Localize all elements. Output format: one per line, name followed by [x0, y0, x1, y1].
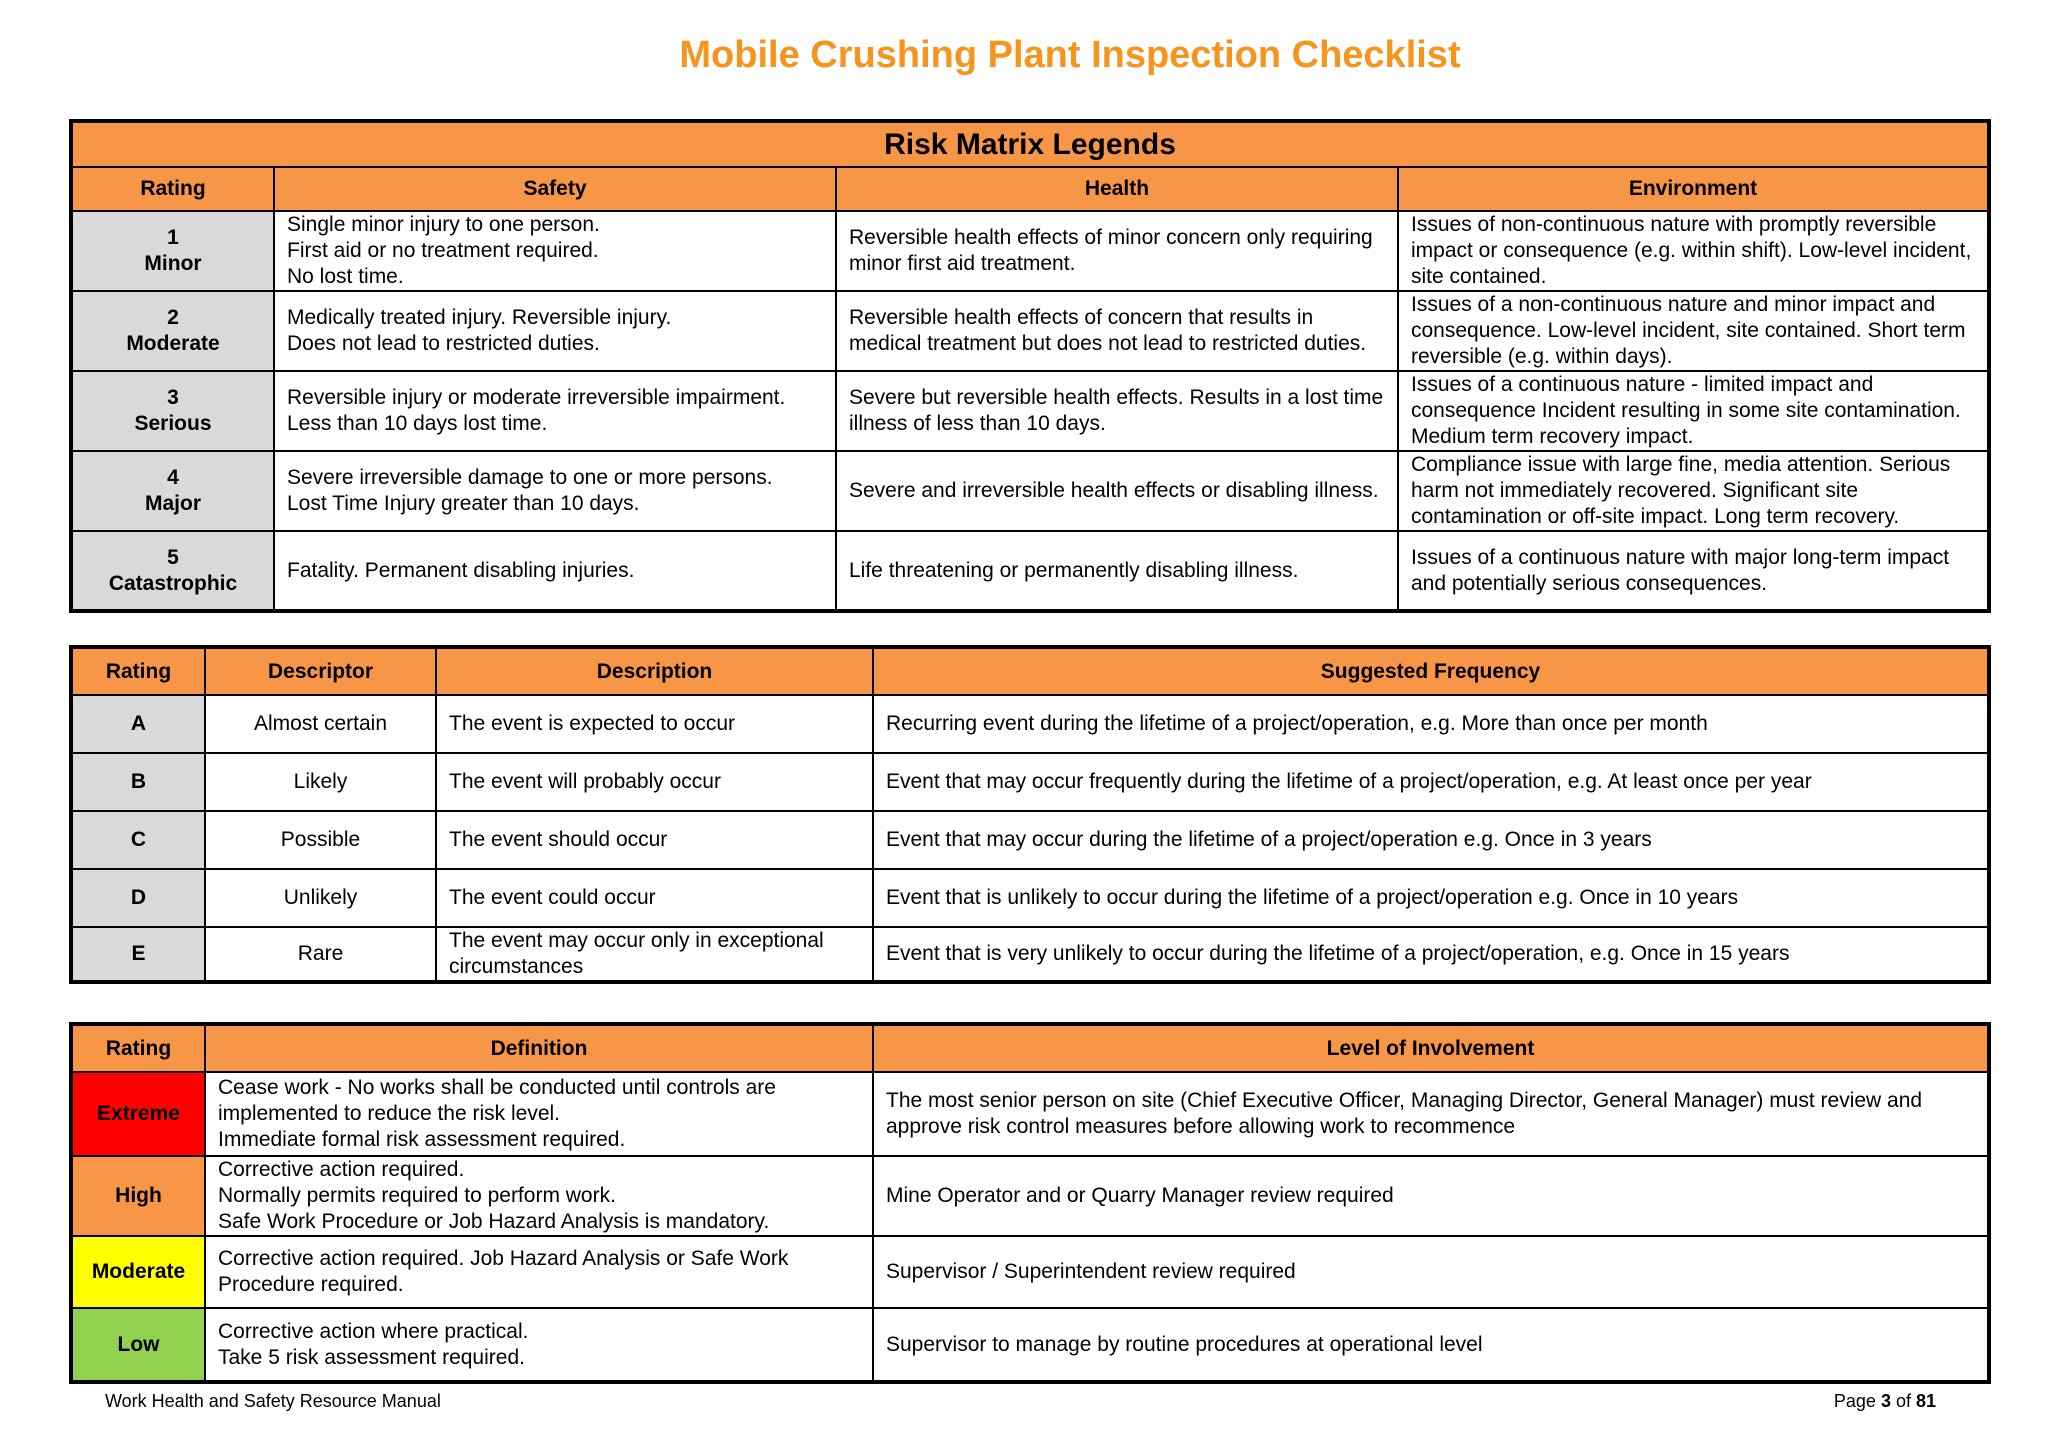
- rating-cell: C: [71, 811, 205, 869]
- involvement-cell: Mine Operator and or Quarry Manager review required: [873, 1156, 1989, 1236]
- header-suggested-frequency: Suggested Frequency: [873, 647, 1989, 695]
- safety-cell: Medically treated injury. Reversible injury. Does not lead to restricted duties.: [274, 291, 836, 371]
- likelihood-table: [69, 645, 1991, 984]
- environment-cell: Issues of a continuous nature with major long-term impact and potentially serious consequences.: [1398, 531, 1989, 611]
- frequency-cell: Event that may occur during the lifetime of a project/operation e.g. Once in 3 years: [873, 811, 1989, 869]
- footer-page-number: Page 3 of 81: [1833, 1391, 1936, 1411]
- risk-matrix-table: [69, 119, 1991, 613]
- descriptor-cell: Almost certain: [205, 695, 436, 753]
- health-cell: Reversible health effects of minor concern only requiring minor first aid treatment.: [836, 211, 1398, 291]
- header-safety: Safety: [274, 167, 836, 211]
- header-rating: Rating: [71, 647, 205, 695]
- descriptor-cell: Likely: [205, 753, 436, 811]
- safety-cell: Fatality. Permanent disabling injuries.: [274, 531, 836, 611]
- rating-cell: 3 Serious: [71, 371, 274, 451]
- description-cell: The event should occur: [436, 811, 873, 869]
- health-cell: Severe but reversible health effects. Results in a lost time illness of less than 10 days.: [836, 371, 1398, 451]
- table-row: [71, 811, 1989, 869]
- rating-cell: 4 Major: [71, 451, 274, 531]
- table-row: [71, 371, 1989, 451]
- table-row: [71, 211, 1989, 291]
- health-cell: Life threatening or permanently disabling illness.: [836, 531, 1398, 611]
- environment-cell: Issues of a continuous nature - limited impact and consequence Incident resulting in some site contamination. Medium term recovery impact.: [1398, 371, 1989, 451]
- involvement-cell: Supervisor / Superintendent review required: [873, 1236, 1989, 1308]
- risk-level-badge: Extreme: [71, 1072, 205, 1156]
- table-row: [71, 927, 1989, 982]
- frequency-cell: Event that is unlikely to occur during the lifetime of a project/operation e.g. Once in 10 years: [873, 869, 1989, 927]
- safety-cell: Reversible injury or moderate irreversible impairment. Less than 10 days lost time.: [274, 371, 836, 451]
- rating-cell: 5 Catastrophic: [71, 531, 274, 611]
- safety-cell: Severe irreversible damage to one or more persons. Lost Time Injury greater than 10 days.: [274, 451, 836, 531]
- header-descriptor: Descriptor: [205, 647, 436, 695]
- table-row: [71, 1236, 1989, 1308]
- table-row: [71, 291, 1989, 371]
- table-row: [71, 1072, 1989, 1156]
- rating-cell: B: [71, 753, 205, 811]
- risk-level-table: [69, 1022, 1991, 1384]
- description-cell: The event may occur only in exceptional circumstances: [436, 927, 873, 982]
- header-definition: Definition: [205, 1024, 873, 1072]
- health-cell: Severe and irreversible health effects or disabling illness.: [836, 451, 1398, 531]
- environment-cell: Issues of non-continuous nature with promptly reversible impact or consequence (e.g. within shift). Low-level incident, site contained.: [1398, 211, 1989, 291]
- page-title: Mobile Crushing Plant Inspection Checklist: [679, 34, 1461, 76]
- table-row: [71, 1308, 1989, 1382]
- rating-cell: D: [71, 869, 205, 927]
- involvement-cell: The most senior person on site (Chief Executive Officer, Managing Director, General Manager) must review and approve risk control measures before allowing work to recommence: [873, 1072, 1989, 1156]
- definition-cell: Corrective action where practical. Take 5 risk assessment required.: [205, 1308, 873, 1382]
- table-row: [71, 695, 1989, 753]
- health-cell: Reversible health effects of concern that results in medical treatment but does not lead to restricted duties.: [836, 291, 1398, 371]
- risk-level-badge: Low: [71, 1308, 205, 1382]
- definition-cell: Corrective action required. Job Hazard Analysis or Safe Work Procedure required.: [205, 1236, 873, 1308]
- risk-level-badge: High: [71, 1156, 205, 1236]
- safety-cell: Single minor injury to one person. First aid or no treatment required. No lost time.: [274, 211, 836, 291]
- environment-cell: Compliance issue with large fine, media attention. Serious harm not immediately recovered. Significant site contamination or off-site impact. Long term recovery.: [1398, 451, 1989, 531]
- header-level-of-involvement: Level of Involvement: [873, 1024, 1989, 1072]
- description-cell: The event is expected to occur: [436, 695, 873, 753]
- descriptor-cell: Rare: [205, 927, 436, 982]
- description-cell: The event will probably occur: [436, 753, 873, 811]
- frequency-cell: Recurring event during the lifetime of a project/operation, e.g. More than once per month: [873, 695, 1989, 753]
- rating-cell: E: [71, 927, 205, 982]
- header-health: Health: [836, 167, 1398, 211]
- rating-cell: 2 Moderate: [71, 291, 274, 371]
- descriptor-cell: Possible: [205, 811, 436, 869]
- definition-cell: Cease work - No works shall be conducted until controls are implemented to reduce the risk level. Immediate formal risk assessment required.: [205, 1072, 873, 1156]
- descriptor-cell: Unlikely: [205, 869, 436, 927]
- table-row: [71, 531, 1989, 611]
- header-rating: Rating: [71, 1024, 205, 1072]
- header-environment: Environment: [1398, 167, 1989, 211]
- frequency-cell: Event that is very unlikely to occur during the lifetime of a project/operation, e.g. Once in 15 years: [873, 927, 1989, 982]
- environment-cell: Issues of a non-continuous nature and minor impact and consequence. Low-level incident, site contained. Short term reversible (e.g. within days).: [1398, 291, 1989, 371]
- table-row: [71, 869, 1989, 927]
- rating-cell: A: [71, 695, 205, 753]
- definition-cell: Corrective action required. Normally permits required to perform work. Safe Work Procedure or Job Hazard Analysis is mandatory.: [205, 1156, 873, 1236]
- header-rating: Rating: [71, 167, 274, 211]
- involvement-cell: Supervisor to manage by routine procedures at operational level: [873, 1308, 1989, 1382]
- rating-cell: 1 Minor: [71, 211, 274, 291]
- risk-matrix-caption: Risk Matrix Legends: [71, 121, 1989, 167]
- frequency-cell: Event that may occur frequently during the lifetime of a project/operation, e.g. At least once per year: [873, 753, 1989, 811]
- table-row: [71, 451, 1989, 531]
- header-description: Description: [436, 647, 873, 695]
- table-row: [71, 1156, 1989, 1236]
- table-row: [71, 753, 1989, 811]
- description-cell: The event could occur: [436, 869, 873, 927]
- footer-manual-title: Work Health and Safety Resource Manual: [105, 1391, 441, 1411]
- risk-level-badge: Moderate: [71, 1236, 205, 1308]
